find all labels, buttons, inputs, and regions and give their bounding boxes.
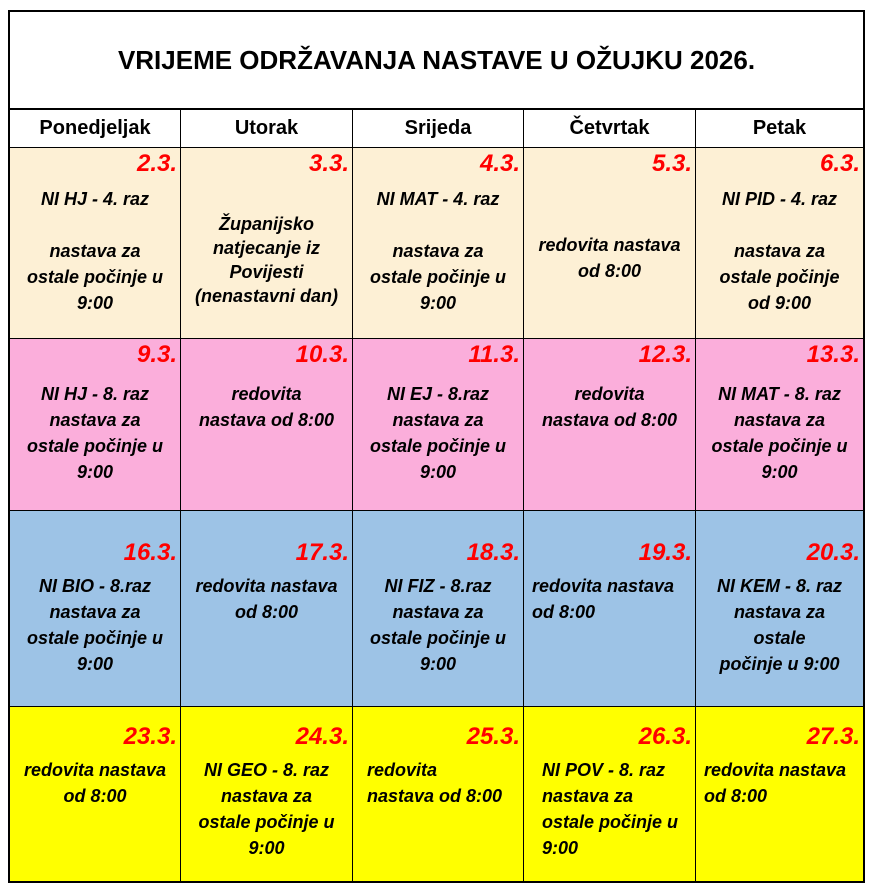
day-note: NI FIZ - 8.raz nastava za ostale počinje u 9:00 [369,576,507,674]
weekday-header-wednesday: Srijeda [353,110,524,148]
day-note: redovita nastava od 8:00 [195,576,338,622]
date-label: 27.3. [806,723,860,750]
day-cell [181,339,353,511]
day-note: redovita nastava od 8:00 [541,384,678,430]
day-note: redovita nastava od 8:00 [367,760,503,806]
date-label: 2.3. [136,150,177,177]
day-cell [353,511,524,707]
date-label: 18.3. [466,539,520,566]
date-label: 12.3. [638,341,692,368]
week-row [10,148,863,339]
day-cell [181,707,353,881]
date-label: 17.3. [295,539,349,566]
day-cell [696,339,863,511]
day-note: NI EJ - 8.raz nastava za ostale počinje u 9:00 [369,384,507,482]
weekday-header-thursday: Četvrtak [524,110,696,148]
day-cell [181,511,353,707]
page-title: VRIJEME ODRŽAVANJA NASTAVE U OŽUJKU 2026. [10,12,863,110]
week-row [10,339,863,511]
day-note: NI BIO - 8.raz nastava za ostale počinje u 9:00 [26,576,164,674]
date-label: 10.3. [295,341,349,368]
day-note: NI GEO - 8. raz nastava za ostale počinje u 9:00 [198,760,335,858]
day-note: redovita nastava od 8:00 [198,384,335,430]
date-label: 20.3. [806,539,860,566]
weekday-header-tuesday: Utorak [181,110,353,148]
date-label: 16.3. [123,539,177,566]
day-note: NI HJ - 4. raz nastava za ostale počinje u 9:00 [26,189,164,313]
day-note: Županijsko natjecanje iz Povijesti (nenastavni dan) [194,214,339,306]
date-label: 23.3. [123,723,177,750]
date-label: 5.3. [651,150,692,177]
date-label: 13.3. [806,341,860,368]
weekday-header-row [10,110,863,148]
day-cell [10,707,181,881]
weekday-header-friday: Petak [696,110,863,148]
day-cell [524,148,696,339]
day-cell [10,511,181,707]
date-label: 26.3. [638,723,692,750]
weekday-header-monday: Ponedjeljak [10,110,181,148]
date-label: 24.3. [295,723,349,750]
day-note: NI KEM - 8. raz nastava za ostale počinje u 9:00 [716,576,843,674]
date-label: 25.3. [466,723,520,750]
day-cell [524,339,696,511]
day-cell [10,148,181,339]
day-note: redovita nastava od 8:00 [704,760,847,806]
week-row [10,511,863,707]
day-note: redovita nastava od 8:00 [532,576,675,622]
date-label: 4.3. [479,150,520,177]
day-cell [10,339,181,511]
day-note: NI MAT - 4. raz nastava za ostale počinje u 9:00 [369,189,507,313]
day-cell [353,339,524,511]
day-note: NI HJ - 8. raz nastava za ostale počinje u 9:00 [26,384,164,482]
date-label: 9.3. [136,341,177,368]
day-cell [524,511,696,707]
day-note: redovita nastava od 8:00 [23,760,167,806]
day-cell [696,148,863,339]
day-cell [353,707,524,881]
date-label: 6.3. [819,150,860,177]
day-cell [696,707,863,881]
day-cell [181,148,353,339]
day-note: redovita nastava od 8:00 [538,235,681,281]
day-cell [696,511,863,707]
day-cell [353,148,524,339]
date-label: 3.3. [308,150,349,177]
date-label: 19.3. [638,539,692,566]
day-note: NI MAT - 8. raz nastava za ostale počinje u 9:00 [711,384,848,482]
day-note: NI POV - 8. raz nastava za ostale počinje u 9:00 [542,760,679,858]
date-label: 11.3. [468,341,520,368]
week-row [10,707,863,881]
day-note: NI PID - 4. raz nastava za ostale počinje od 9:00 [719,189,840,313]
day-cell [524,707,696,881]
schedule-table [8,10,865,883]
